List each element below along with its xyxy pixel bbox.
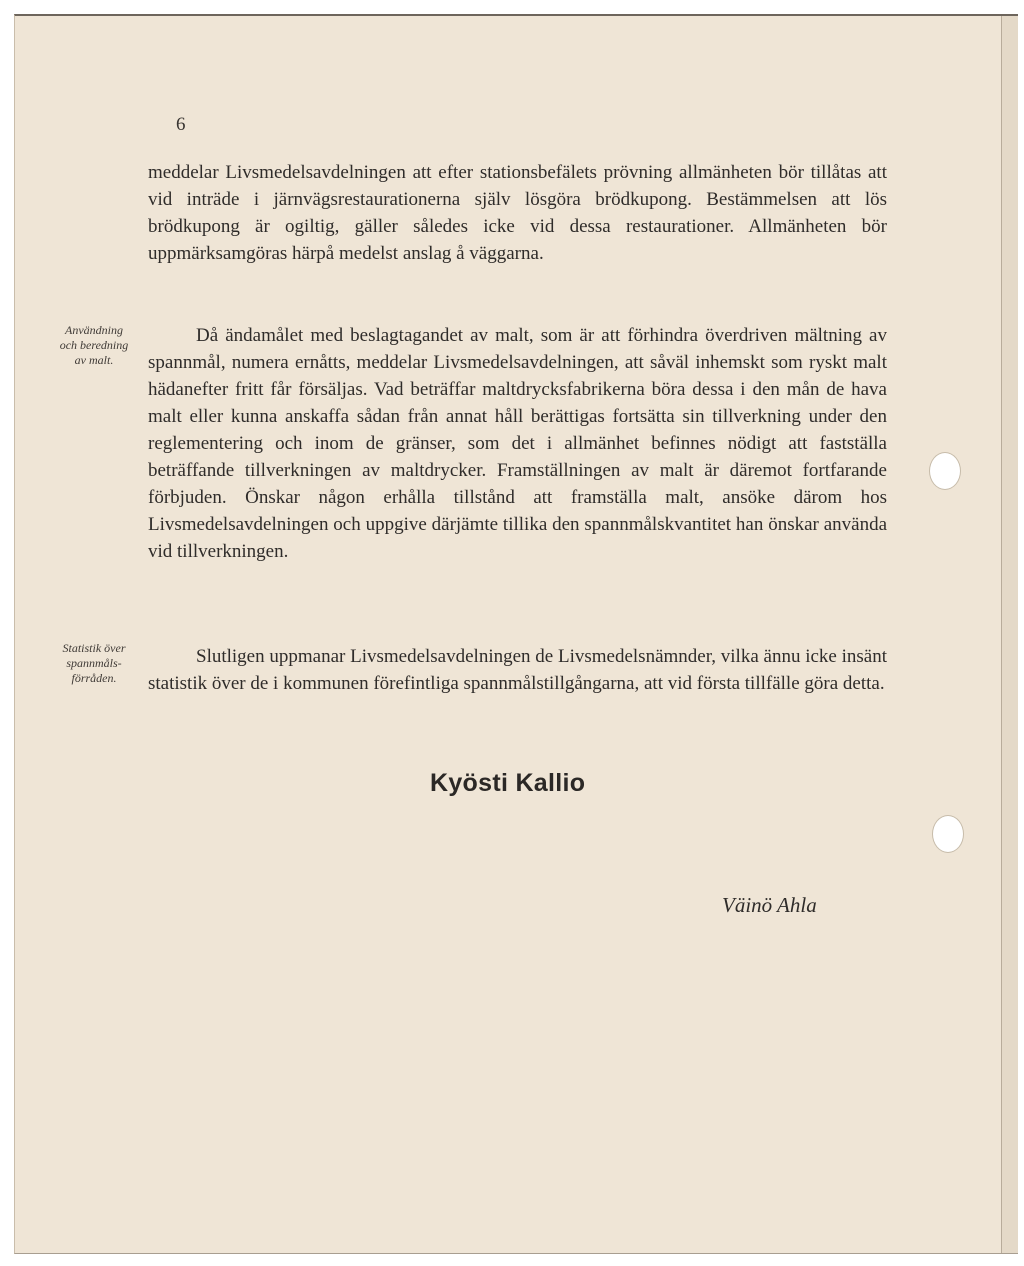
paragraph-malt-sales: Då ändamålet med beslagtagandet av malt, som är att förhindra överdriven mältning av spannmål, numera ernåtts, meddelar Livsmedelsavdelningen, att såväl inhemskt som ryskt malt hädanefter fritt får försäljas. Vad beträffar maltdrycksfabrikerna böra dessa i den mån de hava malt eller kunna anskaffa sådan från annat håll berättigas fortsätta sin tillverkning under den reglementering och inom de gränser, som det i allmänhet befinnes nödigt att fastställa beträffande tillverkningen av maltdrycker. Framställningen av malt är däremot fortfarande förbjuden. Önskar någon erhålla tillstånd att framställa malt, ansöke därom hos Livsmedelsavdelningen och uppgive därjämte tillika den spannmålskvantitet han önskar använda vid tillverkningen. — [148, 325, 887, 562]
page-number: 6 — [176, 114, 186, 135]
page-edge — [1001, 16, 1018, 1253]
signature-ahla: Väinö Ahla — [722, 893, 817, 917]
signature-kallio: Kyösti Kallio — [430, 769, 586, 797]
paragraph-coupon-rules: meddelar Livsmedelsavdelningen att efter stationsbefälets prövning allmänheten bör tillåtas att vid inträde i järnvägsrestaurationerna själv lösgöra brödkupong. Bestämmelsen att lös brödkupong är ogiltig, gäller således icke vid dessa restaurationer. Allmänheten bör uppmärksamgöras härpå medelst anslag å väggarna. — [148, 162, 887, 264]
margin-note-malt: Användning och beredning av malt. — [59, 323, 129, 367]
paragraph-statistics: Slutligen uppmanar Livsmedelsavdelningen de Livsmedelsnämnder, vilka ännu icke insänt statistik över de i kommunen förefintliga spannmålstillgångarna, att vid första tillfälle göra detta. — [148, 646, 887, 694]
punch-hole — [932, 815, 964, 853]
punch-hole — [929, 452, 961, 490]
margin-note-statistics: Statistik över spannmåls- förråden. — [62, 641, 126, 685]
